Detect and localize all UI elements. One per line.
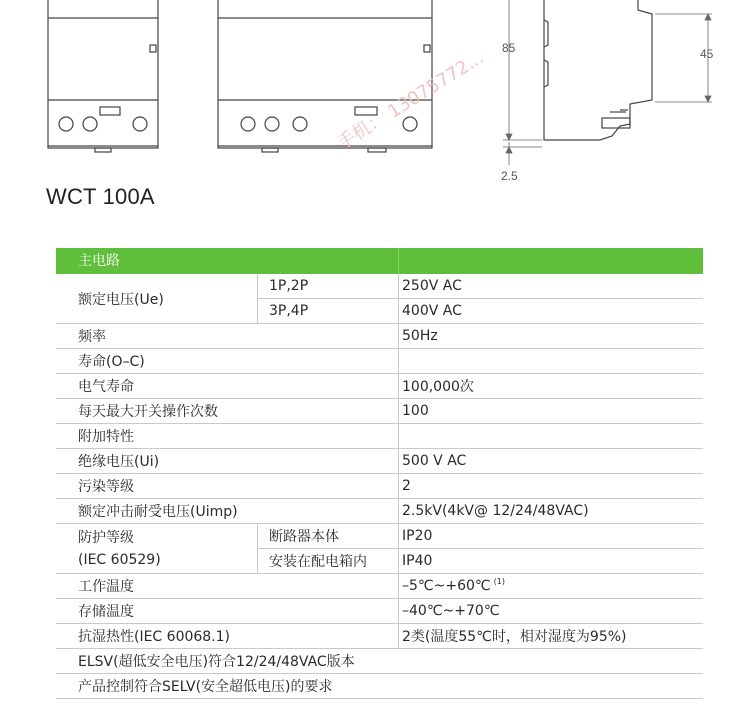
protection-label xyxy=(56,524,161,573)
additional-value xyxy=(398,424,402,448)
pollution-value: 2 xyxy=(402,478,411,494)
table-row-additional xyxy=(56,424,703,449)
selv-note: 产品控制符合SELV(安全超低电压)的要求 xyxy=(78,679,333,695)
storage-temp-value: –40℃~+70℃ xyxy=(402,603,500,619)
life-label: 寿命(O–C) xyxy=(78,354,145,370)
table-row-damp-heat xyxy=(56,624,703,649)
protection-label-line2: (IEC 60529) xyxy=(78,551,161,568)
protection-value-1: IP20 xyxy=(402,528,433,544)
operating-temp-value xyxy=(398,574,505,598)
storage-temp-label: 存储温度 xyxy=(78,604,134,620)
dimension-drawings xyxy=(0,0,750,195)
electrical-life-label: 电气寿命 xyxy=(78,379,134,395)
contact-watermark: 手机： 13075772... xyxy=(333,47,488,155)
rated-voltage-sub-1: 1P,2P xyxy=(269,278,309,294)
rated-voltage-label: 额定电压(Ue) xyxy=(78,291,164,308)
impulse-label: 额定冲击耐受电压(Uimp) xyxy=(78,504,238,520)
rated-voltage-sub-2: 3P,4P xyxy=(269,303,309,319)
operating-temp-range: –5℃~+60℃ xyxy=(402,578,491,594)
table-section-header xyxy=(56,248,703,274)
front-view-large xyxy=(218,0,432,152)
dim-45-label: 45 xyxy=(700,47,714,61)
side-view xyxy=(544,0,652,140)
spec-table xyxy=(56,248,703,699)
table-row-rated-voltage xyxy=(56,274,703,324)
front-view-small xyxy=(48,0,158,152)
table-row-daily-ops xyxy=(56,399,703,424)
frequency-label: 频率 xyxy=(78,329,106,345)
additional-label: 附加特性 xyxy=(78,429,134,445)
table-row-life xyxy=(56,349,703,374)
rated-voltage-value-1: 250V AC xyxy=(402,278,462,294)
rated-voltage-value-2: 400V AC xyxy=(402,303,462,319)
footnote-marker: (1) xyxy=(493,576,505,586)
protection-sub-2: 安装在配电箱内 xyxy=(269,554,367,570)
table-row-elsv xyxy=(56,649,703,674)
model-title: WCT 100A xyxy=(46,184,155,209)
electrical-life-value: 100,000次 xyxy=(402,379,474,395)
life-value xyxy=(398,349,402,373)
operating-temp-label: 工作温度 xyxy=(78,579,134,595)
protection-sub-1: 断路器本体 xyxy=(269,529,339,545)
daily-ops-label: 每天最大开关操作次数 xyxy=(78,404,218,420)
frequency-value: 50Hz xyxy=(402,328,438,344)
pollution-label: 污染等级 xyxy=(78,479,134,495)
protection-value-2: IP40 xyxy=(402,553,433,569)
section-title: 主电路 xyxy=(78,253,120,269)
damp-heat-label: 抗湿热性(IEC 60068.1) xyxy=(78,629,231,645)
table-row-frequency xyxy=(56,324,703,349)
table-row-storage-temp xyxy=(56,599,703,624)
insulation-voltage-label: 绝缘电压(Ui) xyxy=(78,454,160,470)
daily-ops-value: 100 xyxy=(402,403,429,419)
damp-heat-value: 2类(温度55℃时，相对湿度为95%) xyxy=(402,629,627,645)
table-row-pollution xyxy=(56,474,703,499)
dim-2-5-label: 2.5 xyxy=(501,169,518,183)
dim-85-label: 85 xyxy=(502,41,516,55)
protection-label-line1: 防护等级 xyxy=(78,529,134,546)
table-row-insulation-voltage xyxy=(56,449,703,474)
elsv-note: ELSV(超低安全电压)符合12/24/48VAC版本 xyxy=(78,654,355,670)
table-row-operating-temp xyxy=(56,574,703,599)
dimension-2-5 xyxy=(503,142,542,165)
table-row-selv xyxy=(56,674,703,699)
impulse-value: 2.5kV(4kV@ 12/24/48VAC) xyxy=(402,503,589,519)
dimension-85 xyxy=(503,0,542,140)
table-row-electrical-life xyxy=(56,374,703,399)
insulation-voltage-value: 500 V AC xyxy=(402,453,467,469)
table-row-impulse xyxy=(56,499,703,524)
table-row-protection xyxy=(56,524,703,574)
